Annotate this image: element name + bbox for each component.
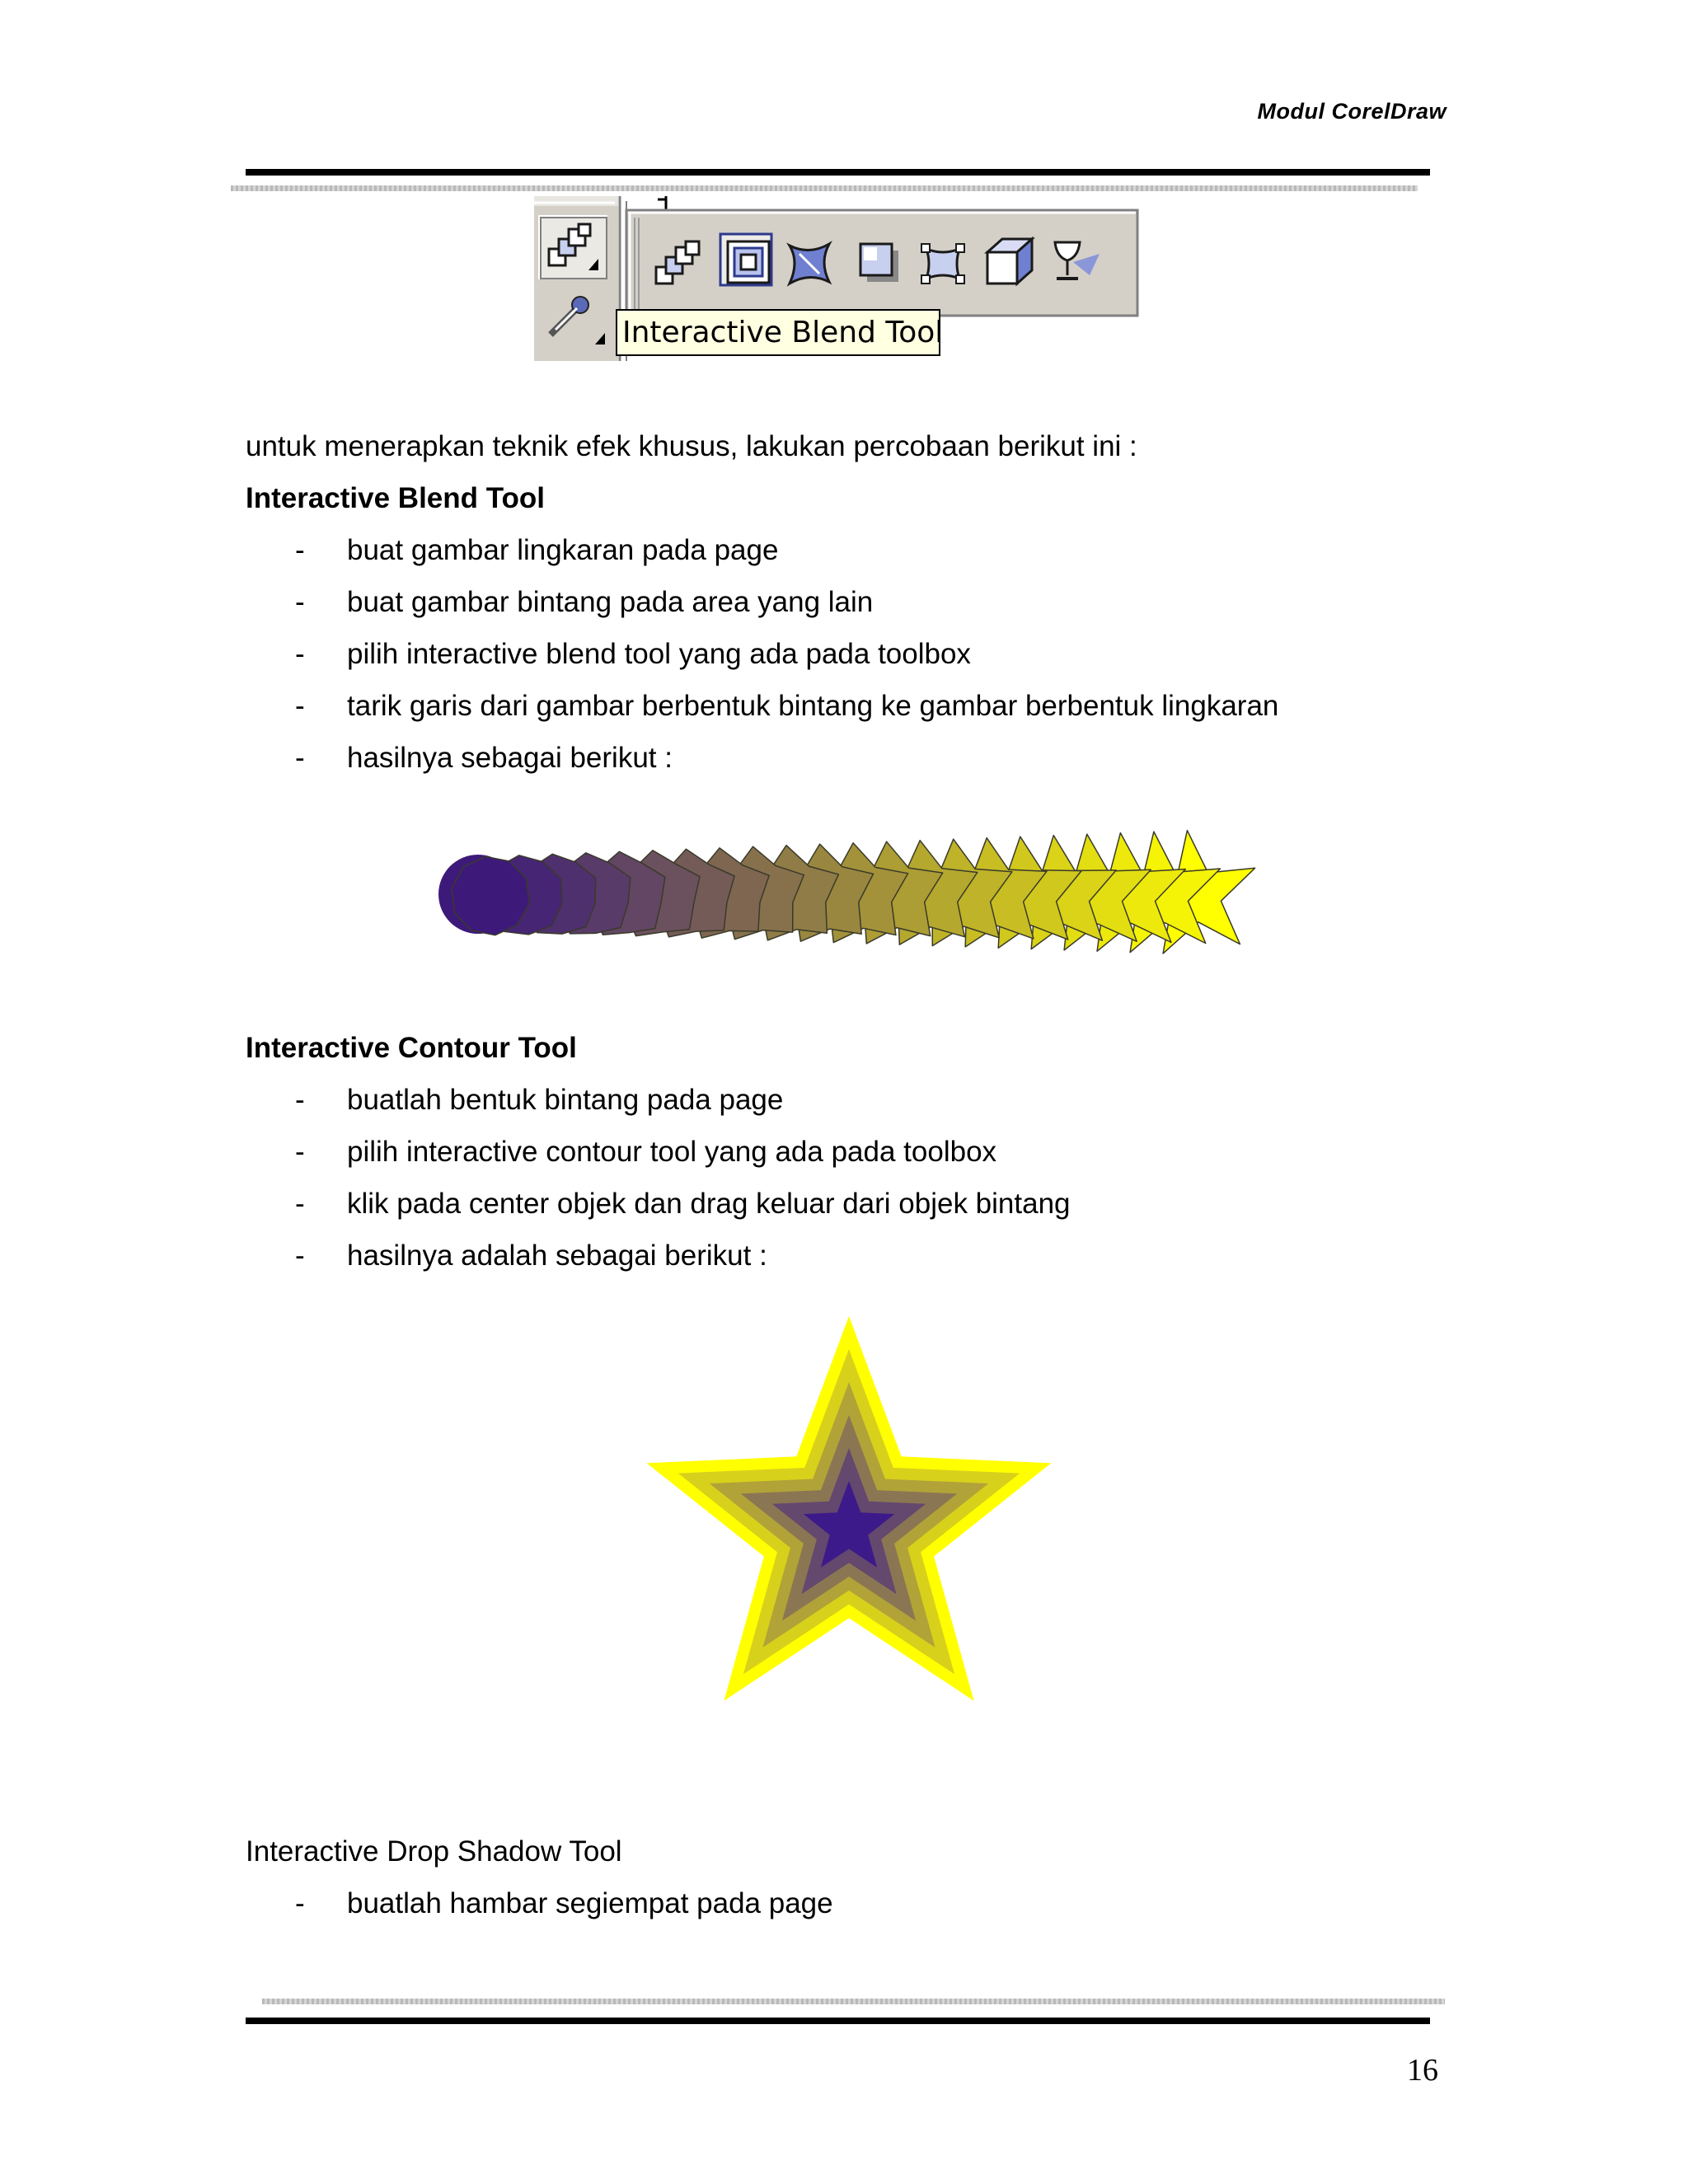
blend-result-illustration [429, 804, 1294, 968]
header-rule-thin [231, 185, 1418, 191]
contour-heading: Interactive Contour Tool [246, 1032, 577, 1064]
footer-rule [246, 2018, 1430, 2024]
transparency-icon[interactable] [1048, 237, 1101, 288]
footer-rule-thin [262, 1999, 1445, 2004]
contour-step-2: pilih interactive contour tool yang ada pada toolbox [347, 1136, 997, 1168]
bullet-dash: - [295, 638, 305, 670]
bullet-dash: - [295, 690, 305, 722]
bullet-dash: - [295, 534, 305, 566]
distort-icon[interactable] [785, 239, 834, 287]
bullet-dash: - [295, 1240, 305, 1272]
blend-step-4: tarik garis dari gambar berbentuk bintang ke gambar berbentuk lingkaran [347, 690, 1279, 722]
bullet-dash: - [295, 1136, 305, 1168]
blend-step-1: buat gambar lingkaran pada page [347, 534, 779, 566]
bullet-dash: - [295, 1084, 305, 1116]
drop-shadow-icon[interactable] [857, 241, 903, 287]
bullet-dash: - [295, 1188, 305, 1220]
header-title: Modul CorelDraw [1257, 99, 1447, 124]
bullet-dash: - [295, 586, 305, 618]
blend-icon[interactable] [547, 223, 602, 274]
pipette-icon[interactable] [544, 293, 607, 346]
contour-step-3: klik pada center objek dan drag keluar dari objek bintang [347, 1188, 1071, 1220]
bullet-dash: - [295, 1887, 305, 1919]
blend-icon[interactable] [654, 239, 704, 288]
blend-step-3: pilih interactive blend tool yang ada pada toolbox [347, 638, 971, 670]
extrude-icon[interactable] [984, 236, 1037, 287]
contour-icon[interactable] [725, 239, 771, 285]
drop-shadow-step-1: buatlah hambar segiempat pada page [347, 1887, 833, 1919]
contour-step-1: buatlah bentuk bintang pada page [347, 1084, 784, 1116]
blend-heading: Interactive Blend Tool [246, 482, 546, 514]
drop-shadow-heading: Interactive Drop Shadow Tool [246, 1835, 622, 1868]
contour-result-illustration [618, 1310, 1080, 1731]
blend-step-5: hasilnya sebagai berikut : [347, 742, 673, 774]
envelope-icon[interactable] [918, 241, 968, 287]
contour-step-4: hasilnya adalah sebagai berikut : [347, 1240, 767, 1272]
header-rule [246, 169, 1430, 176]
bullet-dash: - [295, 742, 305, 774]
page-number: 16 [1407, 2053, 1438, 2088]
blend-step-2: buat gambar bintang pada area yang lain [347, 586, 874, 618]
intro-text: untuk menerapkan teknik efek khusus, lakukan percobaan berikut ini : [246, 430, 1137, 462]
tooltip-interactive-blend-tool: Interactive Blend Tool [616, 309, 940, 356]
